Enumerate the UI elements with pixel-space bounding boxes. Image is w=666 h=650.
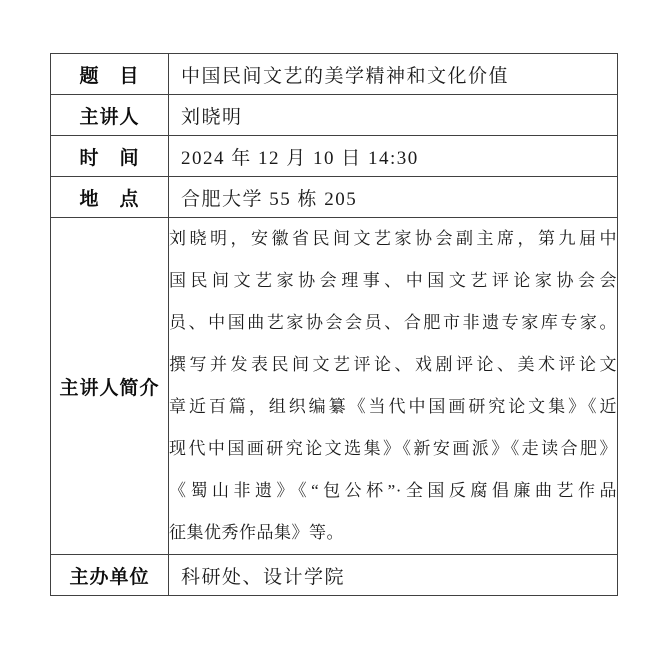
bio-line: 撰写并发表民间文艺评论、戏剧评论、美术评论文	[169, 355, 617, 374]
row-value-location: 合肥大学 55 栋 205	[169, 177, 618, 218]
row-value-topic: 中国民间文艺的美学精神和文化价值	[169, 54, 618, 95]
row-label-topic: 题 目	[51, 54, 169, 95]
row-label-organizer: 主办单位	[51, 555, 169, 596]
bio-line: 现代中国画研究论文选集》《新安画派》《走读合肥》	[169, 439, 617, 458]
bio-line: 员、中国曲艺家协会会员、合肥市非遗专家库专家。	[169, 313, 617, 332]
table-row-speaker	[51, 95, 618, 136]
row-value-time: 2024 年 12 月 10 日 14:30	[169, 136, 618, 177]
bio-line: 章近百篇，组织编纂《当代中国画研究论文集》《近	[169, 397, 617, 416]
row-label-speaker: 主讲人	[51, 95, 169, 136]
bio-line: 刘晓明，安徽省民间文艺家协会副主席，第九届中	[169, 229, 617, 248]
bio-line: 《蜀山非遗》《“包公杯”·全国反腐倡廉曲艺作品	[169, 481, 617, 500]
row-label-speaker-bio: 主讲人简介	[51, 218, 169, 555]
row-value-speaker: 刘晓明	[169, 95, 618, 136]
row-value-organizer: 科研处、设计学院	[169, 555, 618, 596]
bio-line: 国民间文艺家协会理事、中国文艺评论家协会会	[169, 271, 617, 290]
bio-line: 征集优秀作品集》等。	[169, 523, 344, 542]
lecture-info-table	[50, 53, 618, 596]
table-row-organizer	[51, 555, 618, 596]
row-label-location: 地 点	[51, 177, 169, 218]
table-row-topic	[51, 54, 618, 95]
row-value-speaker-bio	[169, 218, 618, 555]
table-row-location	[51, 177, 618, 218]
row-label-time: 时 间	[51, 136, 169, 177]
table-row-time	[51, 136, 618, 177]
table-row-speaker-bio	[51, 218, 618, 555]
